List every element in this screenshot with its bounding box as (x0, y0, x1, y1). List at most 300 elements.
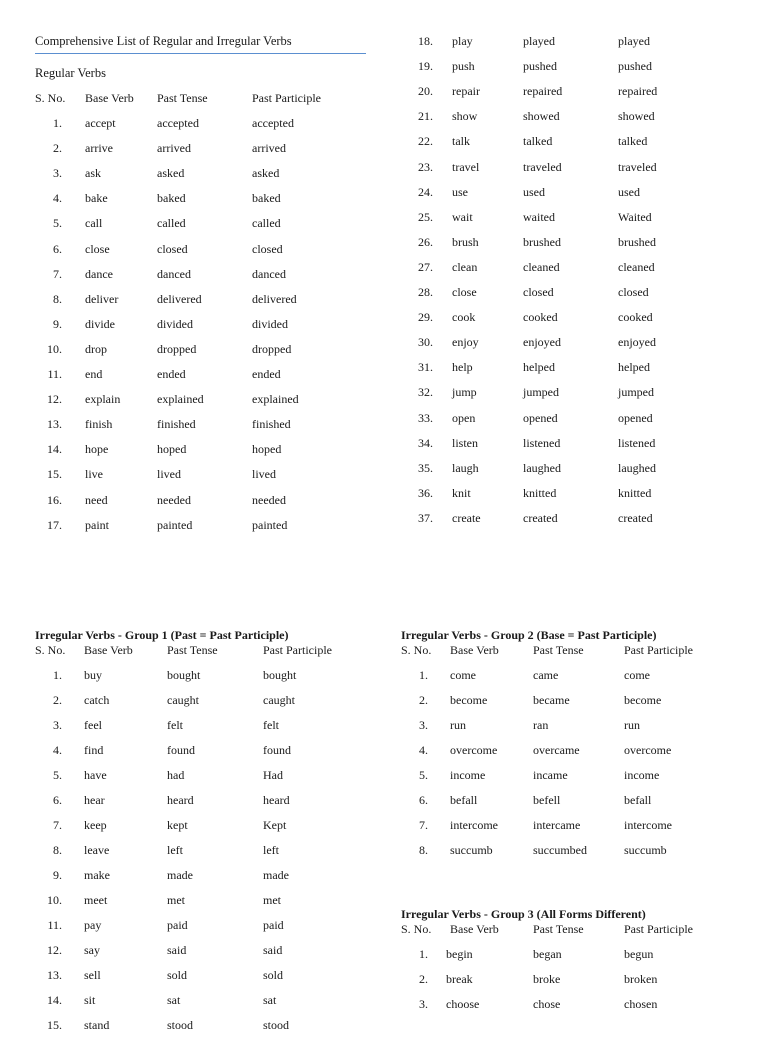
past-participle: befall (624, 793, 652, 807)
header-sno: S. No. (35, 643, 66, 657)
base-verb: explain (85, 392, 121, 407)
base-verb: say (84, 943, 100, 957)
table-row (0, 868, 768, 893)
table-row (0, 693, 768, 718)
row-number: 17. (47, 517, 62, 532)
past-tense: called (157, 216, 186, 231)
group1-label: Irregular Verbs - Group 1 (Past = Past Participle) (35, 628, 289, 642)
past-participle: met (263, 893, 281, 907)
table-row (0, 84, 768, 109)
past-tense: felt (167, 718, 183, 732)
past-participle: cooked (618, 310, 653, 325)
past-tense: became (533, 693, 570, 707)
past-tense: pushed (523, 59, 557, 74)
row-number: 1. (53, 668, 62, 682)
document-title: Comprehensive List of Regular and Irregular Verbs (35, 34, 292, 48)
past-participle: Kept (263, 818, 287, 832)
base-verb: keep (84, 818, 107, 832)
past-tense: kept (167, 818, 188, 832)
table-row (0, 893, 768, 918)
past-participle: Had (263, 768, 283, 782)
base-verb: create (452, 510, 481, 525)
past-participle: opened (618, 410, 653, 425)
row-number: 10. (47, 893, 62, 907)
past-participle: traveled (618, 159, 657, 174)
past-participle: created (618, 510, 653, 525)
row-number: 18. (418, 34, 433, 48)
past-tense: delivered (157, 291, 202, 306)
past-tense: began (533, 947, 562, 961)
base-verb: find (84, 743, 104, 757)
past-participle: talked (618, 134, 648, 149)
row-number: 1. (419, 668, 428, 682)
group2-label: Irregular Verbs - Group 2 (Base = Past Participle) (401, 628, 657, 642)
past-tense: befell (533, 793, 561, 807)
past-participle: sold (263, 968, 284, 982)
past-participle: painted (252, 517, 288, 532)
row-number: 16. (47, 492, 62, 507)
row-number: 32. (418, 385, 433, 400)
row-number: 9. (53, 868, 62, 882)
row-number: 22. (418, 134, 433, 149)
table-row (0, 34, 768, 59)
past-participle: broken (624, 972, 658, 986)
past-tense: came (533, 668, 559, 682)
past-participle: showed (618, 109, 655, 124)
table-row (0, 185, 768, 210)
table-row (0, 260, 768, 285)
past-participle: knitted (618, 485, 652, 500)
past-participle: baked (252, 191, 281, 206)
past-participle: explained (252, 392, 299, 407)
row-number: 9. (53, 316, 62, 331)
header-base-verb: Base Verb (450, 922, 499, 936)
past-tense: left (167, 843, 183, 857)
row-number: 2. (419, 693, 428, 707)
row-number: 4. (419, 743, 428, 757)
table-row (0, 436, 768, 461)
past-participle: intercome (624, 818, 672, 832)
past-participle: succumb (624, 843, 667, 857)
past-participle: delivered (252, 291, 297, 306)
past-tense: cleaned (523, 259, 560, 274)
past-participle: cleaned (618, 259, 655, 274)
past-tense: accepted (157, 116, 199, 130)
table-row (0, 743, 768, 768)
base-verb: listen (452, 435, 478, 450)
past-tense: found (167, 743, 195, 757)
base-verb: repair (452, 84, 480, 99)
past-tense: sat (167, 993, 181, 1007)
base-verb: use (452, 184, 468, 199)
past-participle: needed (252, 492, 286, 507)
base-verb: run (450, 718, 466, 732)
base-verb: brush (452, 234, 479, 249)
row-number: 3. (419, 997, 428, 1011)
past-participle: danced (252, 266, 286, 281)
past-participle: overcome (624, 743, 672, 757)
base-verb: feel (84, 718, 102, 732)
row-number: 12. (47, 392, 62, 407)
header-past-participle: Past Participle (624, 643, 693, 657)
row-number: 33. (418, 410, 433, 425)
past-tense: asked (157, 166, 185, 181)
row-number: 8. (53, 843, 62, 857)
group3-label: Irregular Verbs - Group 3 (All Forms Different) (401, 907, 646, 921)
row-number: 7. (419, 818, 428, 832)
table-row (0, 461, 768, 486)
base-verb: stand (84, 1018, 110, 1032)
row-number: 14. (47, 442, 62, 457)
row-number: 1. (53, 116, 62, 130)
base-verb: end (85, 367, 103, 381)
row-number: 4. (53, 191, 62, 206)
base-verb: wait (452, 209, 473, 224)
row-number: 30. (418, 335, 433, 350)
row-number: 13. (47, 968, 62, 982)
past-tense: knitted (523, 485, 557, 500)
past-participle: enjoyed (618, 335, 656, 350)
base-verb: enjoy (452, 335, 479, 350)
past-participle: sat (263, 993, 277, 1007)
past-participle: finished (252, 417, 291, 432)
past-tense: played (523, 34, 555, 48)
base-verb: drop (85, 341, 107, 356)
past-tense: used (523, 184, 545, 199)
past-tense: ran (533, 718, 549, 732)
base-verb: break (446, 972, 473, 986)
header-sno: S. No. (401, 922, 432, 936)
past-tense: sold (167, 968, 188, 982)
row-number: 15. (47, 467, 62, 482)
past-tense: bought (167, 668, 201, 682)
base-verb: succumb (450, 843, 493, 857)
row-number: 8. (419, 843, 428, 857)
row-number: 2. (419, 972, 428, 986)
base-verb: laugh (452, 460, 479, 475)
past-tense: paid (167, 918, 188, 932)
row-number: 1. (419, 947, 428, 961)
past-participle: said (263, 943, 283, 957)
row-number: 13. (47, 417, 62, 432)
past-tense: dropped (157, 341, 197, 356)
row-number: 31. (418, 360, 433, 375)
header-past-tense: Past Tense (157, 91, 208, 105)
base-verb: arrive (85, 141, 113, 156)
table-row (0, 768, 768, 793)
past-tense: opened (523, 410, 558, 425)
past-tense: laughed (523, 460, 561, 475)
past-participle: run (624, 718, 640, 732)
past-participle: played (618, 34, 650, 48)
past-tense: broke (533, 972, 561, 986)
row-number: 20. (418, 84, 433, 99)
row-number: 14. (47, 993, 62, 1007)
row-number: 34. (418, 435, 433, 450)
base-verb: paint (85, 517, 109, 532)
past-tense: enjoyed (523, 335, 561, 350)
table-row (0, 310, 768, 335)
row-number: 36. (418, 485, 433, 500)
row-number: 2. (53, 141, 62, 156)
header-past-tense: Past Tense (167, 643, 218, 657)
base-verb: choose (446, 997, 480, 1011)
header-past-participle: Past Participle (252, 91, 321, 105)
base-verb: accept (85, 116, 116, 130)
row-number: 3. (53, 166, 62, 181)
base-verb: cook (452, 310, 476, 325)
base-verb: pay (84, 918, 102, 932)
row-number: 27. (418, 259, 433, 274)
row-number: 24. (418, 184, 433, 199)
past-tense: had (167, 768, 185, 782)
base-verb: jump (452, 385, 477, 400)
base-verb: ask (85, 166, 101, 181)
past-tense: caught (167, 693, 199, 707)
header-past-participle: Past Participle (624, 922, 693, 936)
row-number: 15. (47, 1018, 62, 1032)
base-verb: buy (84, 668, 102, 682)
table-row (0, 411, 768, 436)
past-tense: closed (523, 285, 554, 299)
base-verb: close (452, 285, 477, 299)
base-verb: travel (452, 159, 480, 174)
past-tense: incame (533, 768, 568, 782)
past-tense: created (523, 510, 558, 525)
table-row (0, 997, 768, 1022)
past-participle: helped (618, 360, 650, 375)
past-participle: called (252, 216, 281, 231)
past-participle: lived (252, 467, 276, 482)
base-verb: hear (84, 793, 105, 807)
past-participle: Waited (618, 209, 652, 224)
table-row (0, 235, 768, 260)
past-tense: repaired (523, 84, 563, 99)
past-participle: left (263, 843, 279, 857)
base-verb: need (85, 492, 108, 507)
past-tense: painted (157, 517, 193, 532)
past-participle: stood (263, 1018, 290, 1032)
table-row (0, 335, 768, 360)
past-tense: needed (157, 492, 191, 507)
past-tense: ended (157, 367, 186, 381)
past-tense: lived (157, 467, 181, 482)
row-number: 21. (418, 109, 433, 124)
past-participle: made (263, 868, 289, 882)
table-row (0, 109, 768, 134)
past-participle: income (624, 768, 660, 782)
past-tense: explained (157, 392, 204, 407)
row-number: 10. (47, 341, 62, 356)
header-base-verb: Base Verb (450, 643, 499, 657)
past-tense: made (167, 868, 193, 882)
table-row (0, 947, 768, 972)
row-number: 5. (53, 216, 62, 231)
base-verb: talk (452, 134, 470, 149)
past-tense: succumbed (533, 843, 587, 857)
past-participle: closed (618, 285, 649, 299)
base-verb: sit (84, 993, 96, 1007)
table-row (0, 210, 768, 235)
table-row (0, 718, 768, 743)
base-verb: befall (450, 793, 478, 807)
past-tense: traveled (523, 159, 562, 174)
base-verb: knit (452, 485, 471, 500)
table-row (0, 511, 768, 536)
past-participle: become (624, 693, 662, 707)
past-tense: danced (157, 266, 191, 281)
table-row (0, 668, 768, 693)
base-verb: play (452, 34, 473, 48)
past-tense: jumped (523, 385, 559, 400)
base-verb: meet (84, 893, 108, 907)
past-tense: showed (523, 109, 560, 124)
past-participle: hoped (252, 442, 282, 457)
regular-verbs-label: Regular Verbs (35, 66, 106, 80)
base-verb: finish (85, 417, 113, 432)
past-participle: dropped (252, 341, 292, 356)
row-number: 3. (53, 718, 62, 732)
past-participle: used (618, 184, 640, 199)
past-participle: come (624, 668, 650, 682)
past-participle: accepted (252, 116, 294, 130)
past-tense: baked (157, 191, 186, 206)
table-row (0, 160, 768, 185)
header-sno: S. No. (35, 91, 66, 105)
table-row (0, 972, 768, 997)
past-tense: arrived (157, 141, 191, 156)
past-participle: repaired (618, 84, 658, 99)
row-number: 7. (53, 818, 62, 832)
past-tense: divided (157, 316, 193, 331)
row-number: 11. (47, 918, 62, 932)
base-verb: open (452, 410, 476, 425)
base-verb: hope (85, 442, 109, 457)
past-participle: arrived (252, 141, 286, 156)
past-participle: bought (263, 668, 297, 682)
table-row (0, 134, 768, 159)
row-number: 4. (53, 743, 62, 757)
past-tense: hoped (157, 442, 187, 457)
past-tense: heard (167, 793, 194, 807)
table-row (0, 793, 768, 818)
row-number: 6. (53, 793, 62, 807)
row-number: 6. (53, 241, 62, 256)
row-number: 25. (418, 209, 433, 224)
header-base-verb: Base Verb (85, 91, 134, 105)
past-tense: helped (523, 360, 555, 375)
base-verb: catch (84, 693, 110, 707)
row-number: 2. (53, 693, 62, 707)
past-participle: felt (263, 718, 279, 732)
row-number: 28. (418, 285, 433, 299)
header-past-participle: Past Participle (263, 643, 332, 657)
row-number: 29. (418, 310, 433, 325)
base-verb: intercome (450, 818, 498, 832)
past-tense: intercame (533, 818, 581, 832)
row-number: 8. (53, 291, 62, 306)
past-participle: heard (263, 793, 290, 807)
row-number: 19. (418, 59, 433, 74)
base-verb: become (450, 693, 488, 707)
base-verb: sell (84, 968, 101, 982)
row-number: 35. (418, 460, 433, 475)
past-participle: listened (618, 435, 656, 450)
base-verb: deliver (85, 291, 119, 306)
table-row (0, 818, 768, 843)
header-past-tense: Past Tense (533, 643, 584, 657)
past-participle: asked (252, 166, 280, 181)
table-row (0, 385, 768, 410)
base-verb: help (452, 360, 473, 375)
base-verb: have (84, 768, 107, 782)
table-row (0, 360, 768, 385)
base-verb: dance (85, 266, 113, 281)
past-tense: finished (157, 417, 196, 432)
base-verb: come (450, 668, 476, 682)
past-tense: cooked (523, 310, 558, 325)
past-participle: divided (252, 316, 288, 331)
base-verb: make (84, 868, 110, 882)
base-verb: overcome (450, 743, 498, 757)
base-verb: show (452, 109, 478, 124)
past-participle: pushed (618, 59, 652, 74)
base-verb: divide (85, 316, 115, 331)
row-number: 37. (418, 510, 433, 525)
row-number: 11. (47, 367, 62, 381)
header-past-tense: Past Tense (533, 922, 584, 936)
past-tense: chose (533, 997, 561, 1011)
past-tense: talked (523, 134, 553, 149)
past-tense: met (167, 893, 185, 907)
base-verb: push (452, 59, 475, 74)
past-participle: jumped (618, 385, 654, 400)
past-tense: waited (523, 209, 555, 224)
row-number: 7. (53, 266, 62, 281)
base-verb: call (85, 216, 103, 231)
past-participle: brushed (618, 234, 656, 249)
table-row (0, 285, 768, 310)
row-number: 5. (53, 768, 62, 782)
row-number: 26. (418, 234, 433, 249)
past-tense: brushed (523, 234, 561, 249)
past-participle: found (263, 743, 291, 757)
past-participle: ended (252, 367, 281, 381)
past-participle: chosen (624, 997, 658, 1011)
row-number: 6. (419, 793, 428, 807)
base-verb: leave (84, 843, 110, 857)
past-participle: begun (624, 947, 654, 961)
base-verb: begin (446, 947, 473, 961)
past-tense: stood (167, 1018, 194, 1032)
base-verb: clean (452, 259, 478, 274)
table-row (0, 59, 768, 84)
table-row (0, 843, 768, 868)
base-verb: bake (85, 191, 108, 206)
row-number: 23. (418, 159, 433, 174)
past-tense: said (167, 943, 187, 957)
past-tense: listened (523, 435, 561, 450)
header-base-verb: Base Verb (84, 643, 133, 657)
base-verb: live (85, 467, 103, 482)
past-participle: paid (263, 918, 284, 932)
header-sno: S. No. (401, 643, 432, 657)
past-participle: caught (263, 693, 295, 707)
past-tense: overcame (533, 743, 580, 757)
past-participle: laughed (618, 460, 656, 475)
row-number: 5. (419, 768, 428, 782)
row-number: 12. (47, 943, 62, 957)
